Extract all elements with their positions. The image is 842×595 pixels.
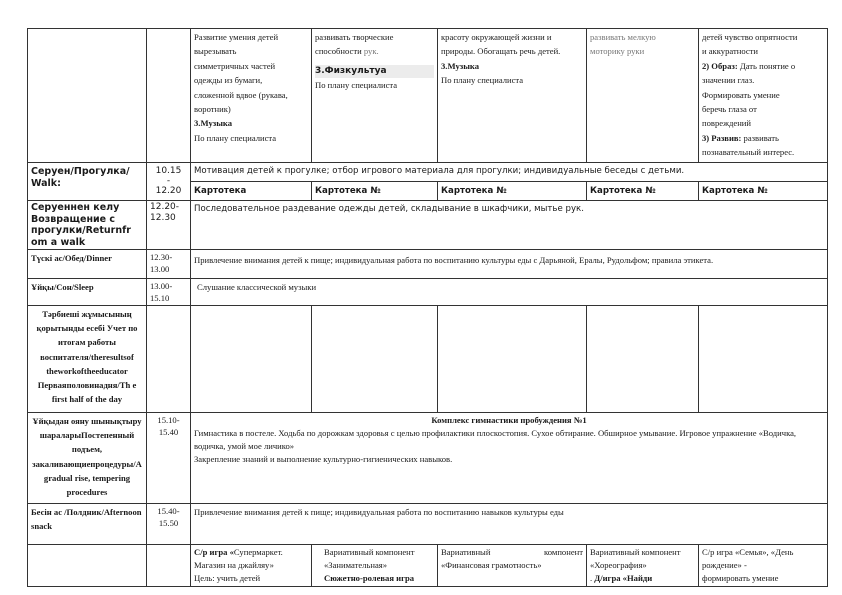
return-text: Последовательное раздевание одежды детей, складывание в шкафчики, мытье рук. [191,201,828,250]
return-label: Серуеннен келу Возвращение с прогулки/Returnfr om a walk [28,201,147,250]
snack-label: Бесін ас /Полдник/Afternoon snack [28,504,147,545]
walk-label: Серуен/Прогулка/ Walk: [28,163,147,201]
results-fri [699,306,828,413]
walk-card-2: Картотека № [312,182,438,201]
games-tue: Вариативный компонент «Занимательная» Сюжетно-ролевая игра [312,545,438,587]
monday-activities: Развитие умения детей вырезывать симметричных частей одежды из бумаги, сложенной вдвое (рукава, воротник) 3.Музыка По плану специалиста [191,29,312,163]
sleep-text: Слушание классической музыки [191,279,828,306]
games-fri: С/р игра «Семья», «День рождение» - формировать умение [699,545,828,587]
walk-card-4: Картотека № [587,182,699,201]
games-label [28,545,147,587]
schedule-page [27,28,827,587]
daily-schedule-table [27,28,828,587]
friday-activities: детей чувство опрятности и аккуратности 2) Образ: Дать понятие о значении глаз. Формировать умение беречь глаза от повреждений 3) Развив: развивать познавательный интерес. [699,29,828,163]
sleep-label: Ұйқы/Сон/Sleep [28,279,147,306]
snack-row [28,504,828,545]
results-label: Тәрбиеші жұмысының қорытынды есебі Учет по итогам работы воспитателя/theresultsof theworkoftheeducator Перваяполовинадня/Th e first half of the day [28,306,147,413]
results-mon [191,306,312,413]
rise-row [28,413,828,504]
return-row [28,201,828,250]
rise-title: Комплекс гимнастики пробуждения №1 [431,415,587,425]
activity-heading: 3.Физкультуа [315,65,434,78]
rise-content [191,413,828,504]
rise-text: Гимнастика в постеле. Ходьба по дорожкам здоровья с целью профилактики плоскостопия. Сухое обтирание. Обширное умывание. Игровое упражнение «Водичка, водичка, умой мое личико» [194,428,797,451]
games-time [147,545,191,587]
rise-text-2: Закрепление знаний и выполнение культурно-гигиенических навыков. [194,454,453,464]
walk-row [28,163,828,182]
games-wed: Вариативный компонент «Финансовая грамотность» [438,545,587,587]
games-mon: С/р игра «Супермаркет. Магазин на джайляу» Цель: учить детей [191,545,312,587]
return-time: 12.20- 12.30 [147,201,191,250]
dinner-row [28,250,828,279]
snack-time: 15.40- 15.50 [147,504,191,545]
dinner-time: 12.30- 13.00 [147,250,191,279]
rise-label: Ұйқыдан ояну шынықтыру шараларыПостепенный подъем, закаливающиепроцедуры/A gradual rise, tempering procedures [28,413,147,504]
activity-heading: 3.Музыка [441,60,480,71]
snack-text: Привлечение внимания детей к пище; индивидуальная работа по воспитанию навыков культуры еды [191,504,828,545]
walk-time: 10.15 - 12.20 [147,163,191,201]
tuesday-activities: развивать творческие способности рук. 3.Физкультуа По плану специалиста [312,29,438,163]
games-thu: Вариативный компонент «Хореография» . Д/игра «Найди [587,545,699,587]
time-cell [147,29,191,163]
results-time [147,306,191,413]
dinner-label: Түскі ас/Обед/Dinner [28,250,147,279]
activities-continuation-row [28,29,828,163]
games-row [28,545,828,587]
rise-time: 15.10- 15.40 [147,413,191,504]
results-wed [438,306,587,413]
results-thu [587,306,699,413]
row-label-cell [28,29,147,163]
results-row [28,306,828,413]
walk-card-3: Картотека № [438,182,587,201]
thursday-activities: развивать мелкую моторику руки [587,29,699,163]
walk-card-5: Картотека № [699,182,828,201]
results-tue [312,306,438,413]
walk-motivation: Мотивация детей к прогулке; отбор игрового материала для прогулки; индивидуальные беседы с детьми. [191,163,828,182]
wednesday-activities: красоту окружающей жизни и природы. Обогащать речь детей. 3.Музыка По плану специалиста [438,29,587,163]
walk-card-1: Картотека [191,182,312,201]
sleep-row [28,279,828,306]
dinner-text: Привлечение внимания детей к пище; индивидуальная работа по воспитанию культуры еды с Дарьяной, Ералы, Рудольфом; правила этикета. [191,250,828,279]
activity-heading: 3.Музыка [194,118,233,129]
sleep-time: 13.00- 15.10 [147,279,191,306]
